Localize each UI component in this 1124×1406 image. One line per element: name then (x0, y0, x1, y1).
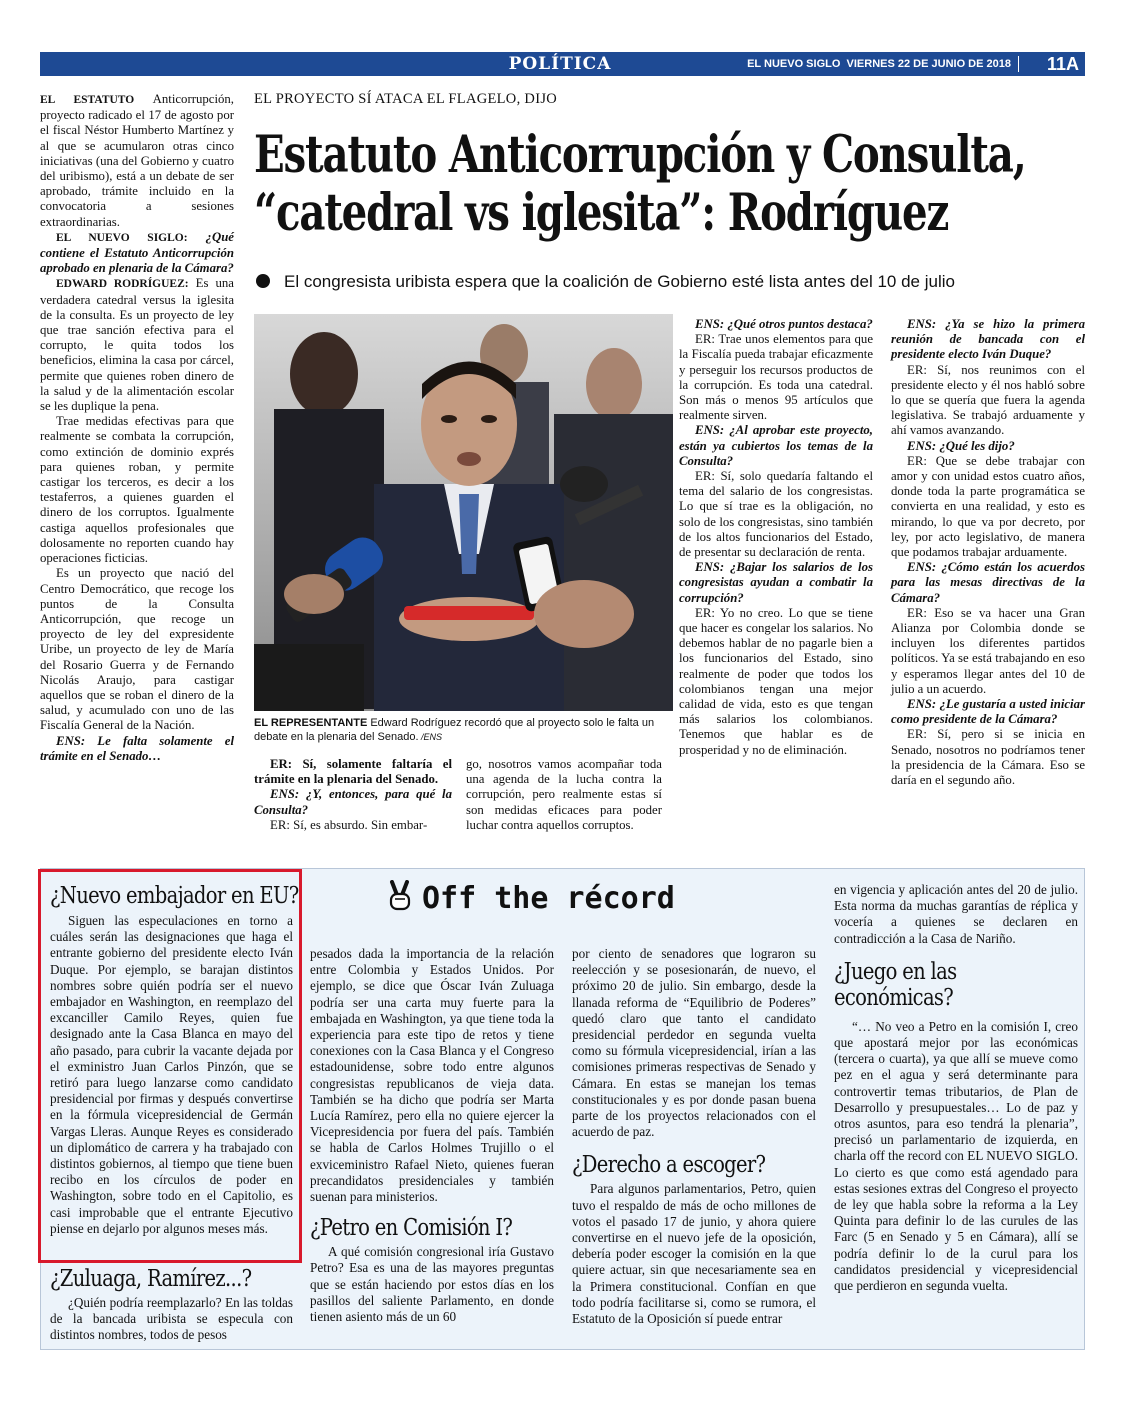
otr-column-1 (50, 883, 299, 1237)
article-column-2 (254, 757, 452, 833)
off-the-record-title (386, 880, 675, 917)
otr-heading: ¿Derecho a escoger? (572, 1152, 766, 1179)
caption-text: Edward Rodríguez recordó que al proyecto solo le falta un debate en la plenaria del Senado. (254, 717, 655, 743)
article-photo (254, 314, 673, 711)
otr-paragraph: Para algunos parlamentarios, Petro, quien tuvo el respaldo de más de ocho millones de votos el pasado 17 de junio, y ahora quiere convertirse en el nuevo jefe de la oposición, debería poder escoger la comisión en la que quiere actuar, sin que necesariamente sea en la Primera constitucional. Confían en que todo podría facilitarse si, como se rumora, el Estatuto de la Oposición sí puede entrar (572, 1181, 816, 1327)
headline-line-2: “catedral vs iglesita”: Rodríguez (254, 183, 949, 243)
answer: ER: Trae unos elementos para que la Fiscalía pueda trabajar eficazmente y perseguir los recursos productos de la corrupción. Es toda una catedral. Son más o menos 95 artículos que realmente sirven. (679, 332, 873, 423)
answer: ER: Eso se va hacer una Gran Alianza por Colombia donde se incluyen los diferentes partidos políticos. Ya se está trabajando en eso y esperamos llegar antes del 10 de julio a un acuerdo. (891, 605, 1085, 696)
otr-paragraph: pesados dada la importancia de la relación entre Colombia y Estados Unidos. Por ejemplo, se dice que Óscar Iván Zuluaga podría ser una carta muy fuerte para la embajada en Washington, ya que tiene toda la experiencia para este tipo de retos y tiene conexiones con la Casa Blanca y el Congreso estadounidense, sobre todo entre algunos congresistas republicanos de vieja data. También se ha dicho que podría ser Marta Lucía Ramírez, pero ella no quiere ejercer la Vicepresidencia por fuera del país. También se habla de Carlos Holmes Trujillo o el exviceministro Rafael Nieto, quienes fueran precandidatos presidenciales y también suenan para ministerios. (310, 946, 554, 1205)
otr-paragraph: en vigencia y aplicación antes del 20 de julio. Esta norma da muchas garantías de réplica y vocería a quienes se declaren en contradicción a la Casa de Nariño. (834, 882, 1078, 946)
answer: ER: Sí, solamente faltaría el trámite en la plenaria del Senado. (254, 757, 452, 787)
bullet-icon (256, 274, 270, 288)
paragraph: Trae medidas efectivas para que realmente se combata la corrupción, como extinción de dominio exprés para quienes roban, y permite castigar los terceros, es decir a los testaferros, a quienes guarden el dinero de los corruptos. Igualmente castiga aquellos profesionales que dolosamente no reporten cuando hay operaciones ficticias. (40, 414, 234, 566)
answer: ER: Sí, pero si se inicia en Senado, nosotros no podríamos tener la presidencia de la Cámara. Eso se daría en el segundo año. (891, 727, 1085, 788)
otr-paragraph: Siguen las especulaciones en torno a cuáles serán las designaciones que haga el entrante gobierno del presidente electo Iván Duque. Por ejemplo, se barajan distintos nombres sobre quién podría ser el nuevo embajador en Washington, en reemplazo del excanciller Camilo Reyes, quien fue designado ante la Casa Blanca en mayo del año pasado, para cubrir la vacante dejada por el exministro Juan Carlos Pinzón, que se retiró para luego lanzarse como candidato presidencial por firmas y después convertirse en la fórmula vicepresidencial de Germán Vargas Lleras. Aunque Reyes es considerado un diplomático de carrera y ha trabajado con distintos gobiernos, al tiempo que tiene buen recibo en los círculos de poder en Washington, sobre todo en el Capitolio, es casi improbable que el entrante Ejecutivo piense en dejarlo por algunos meses más. (50, 913, 293, 1236)
otr-column-3 (572, 946, 816, 1327)
article-column-5 (891, 317, 1085, 788)
otr-paragraph: “… No veo a Petro en la comisión I, creo que apostará mejor por las económicas (tercera o cuarta), ya que allí se mueve como pez en el agua y será determinante para controvertir temas tributarios, de Plan de Desarrollo y presupuestales… Lo de paz y otros asuntos, para eso tendrá la plenaria”, precisó un parlamentario de izquierda, en charla off the record con EL NUEVO SIGLO. Lo cierto es que como está agendado para estas sesiones extras del Congreso el proyecto de ley que habla sobre la reforma a la Ley Quinta para definir lo de las curules de las Farc (5 en Senado y 5 en Cámara), allí se podría definir lo de la curul para los candidatos presidencial y vicepresidencial que perdieron en segunda vuelta. (834, 1018, 1078, 1294)
press-photo-illustration (254, 314, 673, 711)
paragraph: Anticorrupción, proyecto radicado el 17 de agosto por el fiscal Néstor Humberto Martínez y al que se acumularon otras cinco iniciativas (una del Gobierno y cuatro del uribismo), está a un debate de ser aprobado, trámite incluido en la convocatoria a sesiones extraordinarias. (40, 92, 234, 229)
question: ENS: ¿Le gustaría a usted iniciar como presidente de la Cámara? (891, 697, 1085, 727)
question: ENS: ¿Qué otros puntos destaca? (695, 317, 873, 331)
issue-date: VIERNES 22 DE JUNIO DE 2018 (846, 58, 1011, 70)
otr-heading: ¿Petro en Comisión I? (310, 1215, 513, 1242)
article-kicker: EL PROYECTO SÍ ATACA EL FLAGELO, DIJO (254, 91, 558, 107)
victory-hand-icon (386, 880, 414, 912)
article-subhead (256, 272, 955, 292)
otr-column-2 (310, 946, 554, 1325)
subhead-text: El congresista uribista espera que la coalición de Gobierno esté lista antes del 10 de julio (284, 272, 955, 291)
paragraph: Es un proyecto que nació del Centro Democrático, que recoge los puntos de la Consulta Anticorrupción, que recoge un proyecto de ley del expresidente Uribe, un proyecto de ley de María del Rosario Guerra y de Fernando Nicolás Araujo, para castigar aquellos que se roban el dinero de la salud, y acumulado con uno de las Fiscalía General de la Nación. (40, 566, 234, 733)
question: ENS: ¿Ya se hizo la primera reunión de bancada con el presidente electo Iván Duque? (891, 317, 1085, 362)
caption-lead: EL REPRESENTANTE (254, 717, 368, 729)
answer: ER: Sí, nos reunimos con el presidente electo y él nos habló sobre lo que se quería que fuera la agenda legislativa. Se trabajó arduamente y ahí vamos avanzando. (891, 362, 1085, 438)
article-column-3 (466, 757, 662, 833)
page-number: 11A (1046, 54, 1079, 74)
header-divider (1018, 56, 1019, 72)
question: ENS: Le falta solamente el trámite en el Senado… (40, 733, 234, 763)
otr-heading (834, 959, 1041, 1011)
off-the-record-title-text: Off the récord (422, 881, 675, 916)
otr-heading: ¿Nuevo embajador en EU? (50, 883, 299, 909)
otr-column-4 (834, 882, 1078, 1294)
paragraph: go, nosotros vamos acompañar toda una agenda de la lucha contra la corrupción, pero realmente estas sí son medidas eficaces para poder luchar contra aquellos corruptos. (466, 757, 662, 832)
lead-in: EL ESTATUTO (40, 94, 135, 106)
headline-line-1: Estatuto Anticorrupción y Consulta, (254, 125, 1026, 185)
section-name: POLÍTICA (508, 54, 612, 74)
article-headline (254, 125, 1026, 243)
otr-heading-line: ¿Juego en las (834, 958, 957, 985)
otr-paragraph: por ciento de senadores que lograron su reelección y se posesionarán, de nuevo, el próximo 20 de julio. Sin embargo, desde la llanada reforma de “Equilibrio de Poderes” quedó claro que tanto el candidato presidencial perdedor en segunda vuelta como su fórmula vicepresidencial, irían a las comisiones primeras respectivas de Senado y Cámara. En estas se manejan los temas constitucionales y es por donde pasan buena parte de los proyectos relacionados con el acuerdo de paz. (572, 946, 816, 1140)
answer: ER: Yo no creo. Lo que se tiene que hacer es congelar los salarios. No debemos hablar de no pagarle bien a los funcionarios del Estado, sino realmente de poder que todos los colombianos tengan una mejor calidad de vida, esto es que tengan más salarios los colombianos. Tenemos que hablar es de prosperidad y no de eliminación. (679, 605, 873, 757)
otr-heading-line: económicas? (834, 984, 954, 1011)
answer: ER: Que se debe trabajar con amor y con unidad estos cuatro años, donde toda la parte programática se convierta en una realidad, y esto es mirando, lo que va por decreto, por ley, por acto legislativo, de manera que podamos trabajar arduamente. (891, 453, 1085, 560)
answer-lead: EDWARD RODRÍGUEZ: (56, 278, 189, 291)
otr-column-1-cont (50, 1266, 293, 1344)
answer: Es una verdadera catedral versus la iglesita de la consulta. Es un proyecto de ley que trae sanción efectiva para el corrupto, le quita todos los beneficios, elimina la casa por cárcel, permite que quienes roben dinero de la salud y de la alimentación escolar se les duplique la pena. (40, 276, 234, 414)
otr-paragraph: A qué comisión congresional iría Gustavo Petro? Esa es una de las mayores preguntas que se están haciendo por estos días en los pasillos del saliente Parlamento, en donde tienen asiento más de un 60 (310, 1244, 554, 1325)
question: ENS: ¿Cómo están los acuerdos para las mesas directivas de la Cámara? (891, 560, 1085, 605)
question: ENS: ¿Bajar los salarios de los congresistas ayudan a combatir la corrupción? (679, 560, 873, 605)
question: ¿Qué contiene el Estatuto Anticorrupción aprobado en plenaria de la Cámara? (40, 229, 234, 276)
page-header-bar (40, 52, 1085, 76)
otr-heading: ¿Zuluaga, Ramírez...? (50, 1266, 252, 1292)
otr-paragraph: ¿Quién podría reemplazarlo? En las toldas de la bancada uribista se especula con distintos nombres, todos de pesos (50, 1295, 293, 1343)
question-lead: EL NUEVO SIGLO: (56, 231, 188, 244)
question: ENS: ¿Qué les dijo? (907, 438, 1015, 453)
article-column-1 (40, 92, 234, 764)
paper-name-date (747, 52, 1011, 76)
paper-name: EL NUEVO SIGLO (747, 58, 841, 70)
answer: ER: Sí, es absurdo. Sin embar- (270, 817, 428, 832)
article-column-4 (679, 317, 873, 758)
question: ENS: ¿Y, entonces, para qué la Consulta? (254, 787, 452, 817)
answer: ER: Sí, solo quedaría faltando el tema del salario de los congresistas. Lo que sí trae es la obligación, no solo de los congresistas, sino también de los altos funcionarios del Estado, de presentar su declaración de renta. (679, 469, 873, 560)
caption-credit: /ENS (418, 732, 443, 742)
photo-caption (254, 716, 674, 744)
question: ENS: ¿Al aprobar este proyecto, están ya cubiertos los temas de la Consulta? (679, 423, 873, 468)
